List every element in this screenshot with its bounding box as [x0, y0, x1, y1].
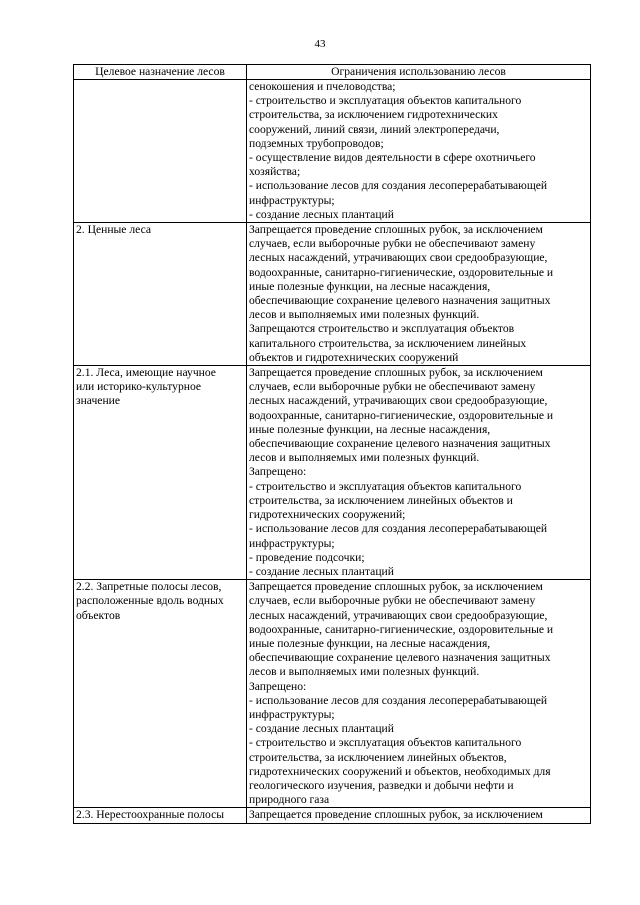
restriction-line: - строительство и эксплуатация объектов капитального [249, 479, 522, 493]
restriction-line: лесных насаждений, утрачивающих свои средообразующие, [249, 608, 548, 622]
purpose-line: расположенные вдоль водных [76, 594, 224, 608]
restriction-line: - использование лесов для создания лесоперерабатывающей [249, 522, 548, 536]
purpose-line: 2.3. Нерестоохранные полосы [76, 808, 225, 822]
restriction-line: - создание лесных плантаций [249, 564, 394, 578]
purpose-cell [74, 223, 247, 366]
table-row [74, 366, 591, 580]
restriction-line: иные полезные функции, на лесные насаждения, [249, 636, 491, 650]
restrictions-cell [247, 223, 591, 366]
purpose-cell [74, 80, 247, 223]
restriction-line: - создание лесных плантаций [249, 722, 394, 736]
restriction-line: строительства, за исключением линейных объектов, [249, 750, 507, 764]
restriction-line: Запрещается проведение сплошных рубок, за исключением [249, 580, 543, 594]
restriction-line: Запрещается проведение сплошных рубок, за исключением [249, 808, 543, 822]
restriction-line: - проведение подсочки; [249, 550, 365, 564]
restriction-line: инфраструктуры; [249, 193, 335, 207]
restriction-line: Запрещается проведение сплошных рубок, за исключением [249, 366, 543, 380]
purpose-line: 2.2. Запретные полосы лесов, [76, 580, 222, 594]
restriction-line: обеспечивающие сохранение целевого назначения защитных [249, 294, 551, 308]
restriction-line: инфраструктуры; [249, 536, 335, 550]
restriction-line: Запрещаются строительство и эксплуатация объектов [249, 322, 515, 336]
restriction-line: водоохранные, санитарно-гигиенические, оздоровительные и [249, 408, 554, 422]
restriction-line: объектов и гидротехнических сооружений [249, 350, 459, 364]
restrictions-cell [247, 808, 591, 823]
restriction-line: иные полезные функции, на лесные насаждения, [249, 279, 491, 293]
purpose-line: значение [76, 394, 120, 408]
restriction-line: лесных насаждений, утрачивающих свои средообразующие, [249, 251, 548, 265]
table-row [74, 223, 591, 366]
purpose-line: или историко-культурное [76, 380, 202, 394]
purpose-cell [74, 808, 247, 823]
forest-restrictions-table [73, 64, 591, 824]
table-header-row [74, 65, 591, 80]
table-row [74, 808, 591, 823]
restriction-line: случаев, если выборочные рубки не обеспечивают замену [249, 380, 536, 394]
restrictions-cell [247, 366, 591, 580]
page-number: 43 [314, 38, 326, 50]
table-row [74, 80, 591, 223]
restriction-line: лесов и выполняемых ими полезных функций. [249, 451, 480, 465]
restriction-line: водоохранные, санитарно-гигиенические, оздоровительные и [249, 622, 554, 636]
table-row [74, 580, 591, 808]
restriction-line: строительства, за исключением линейных объектов и [249, 493, 513, 507]
purpose-cell [74, 366, 247, 580]
restriction-line: инфраструктуры; [249, 707, 335, 721]
restriction-line: обеспечивающие сохранение целевого назначения защитных [249, 437, 551, 451]
restriction-line: капитального строительства, за исключением линейных [249, 336, 527, 350]
restriction-line: - использование лесов для создания лесоперерабатывающей [249, 693, 548, 707]
restriction-line: - использование лесов для создания лесоперерабатывающей [249, 179, 548, 193]
header-restrictions: Ограничения использованию лесов [247, 65, 591, 80]
restriction-line: геологического изучения, разведки и добычи нефти и [249, 778, 514, 792]
restriction-line: хозяйства; [249, 165, 301, 179]
restriction-line: природного газа [249, 793, 330, 807]
purpose-line: объектов [76, 608, 121, 622]
restriction-line: Запрещено: [249, 465, 307, 479]
purpose-cell [74, 580, 247, 808]
restriction-line: - осуществление видов деятельности в сфере охотничьего [249, 151, 536, 165]
restriction-line: строительства, за исключением гидротехнических [249, 108, 498, 122]
restriction-line: случаев, если выборочные рубки не обеспечивают замену [249, 237, 536, 251]
restriction-line: - строительство и эксплуатация объектов капитального [249, 736, 522, 750]
purpose-line: 2. Ценные леса [76, 223, 152, 237]
restriction-line: лесов и выполняемых ими полезных функций. [249, 665, 480, 679]
restrictions-cell [247, 80, 591, 223]
restriction-line: гидротехнических сооружений; [249, 508, 406, 522]
restriction-line: Запрещено: [249, 679, 307, 693]
restriction-line: иные полезные функции, на лесные насаждения, [249, 422, 491, 436]
restriction-line: лесных насаждений, утрачивающих свои средообразующие, [249, 394, 548, 408]
restrictions-cell [247, 580, 591, 808]
restriction-line: гидротехнических сооружений и объектов, необходимых для [249, 764, 551, 778]
header-purpose: Целевое назначение лесов [74, 65, 247, 80]
restriction-line: Запрещается проведение сплошных рубок, за исключением [249, 223, 543, 237]
restriction-line: лесов и выполняемых ими полезных функций. [249, 308, 480, 322]
restriction-line: обеспечивающие сохранение целевого назначения защитных [249, 651, 551, 665]
restriction-line: водоохранные, санитарно-гигиенические, оздоровительные и [249, 265, 554, 279]
restriction-line: - строительство и эксплуатация объектов капитального [249, 94, 522, 108]
restriction-line: случаев, если выборочные рубки не обеспечивают замену [249, 594, 536, 608]
restriction-line: подземных трубопроводов; [249, 136, 384, 150]
restriction-line: - создание лесных плантаций [249, 207, 394, 221]
restriction-line: сооружений, линий связи, линий электропередачи, [249, 122, 500, 136]
purpose-line: 2.1. Леса, имеющие научное [76, 366, 216, 380]
table-body [74, 80, 591, 824]
restriction-line: сенокошения и пчеловодства; [249, 80, 396, 93]
